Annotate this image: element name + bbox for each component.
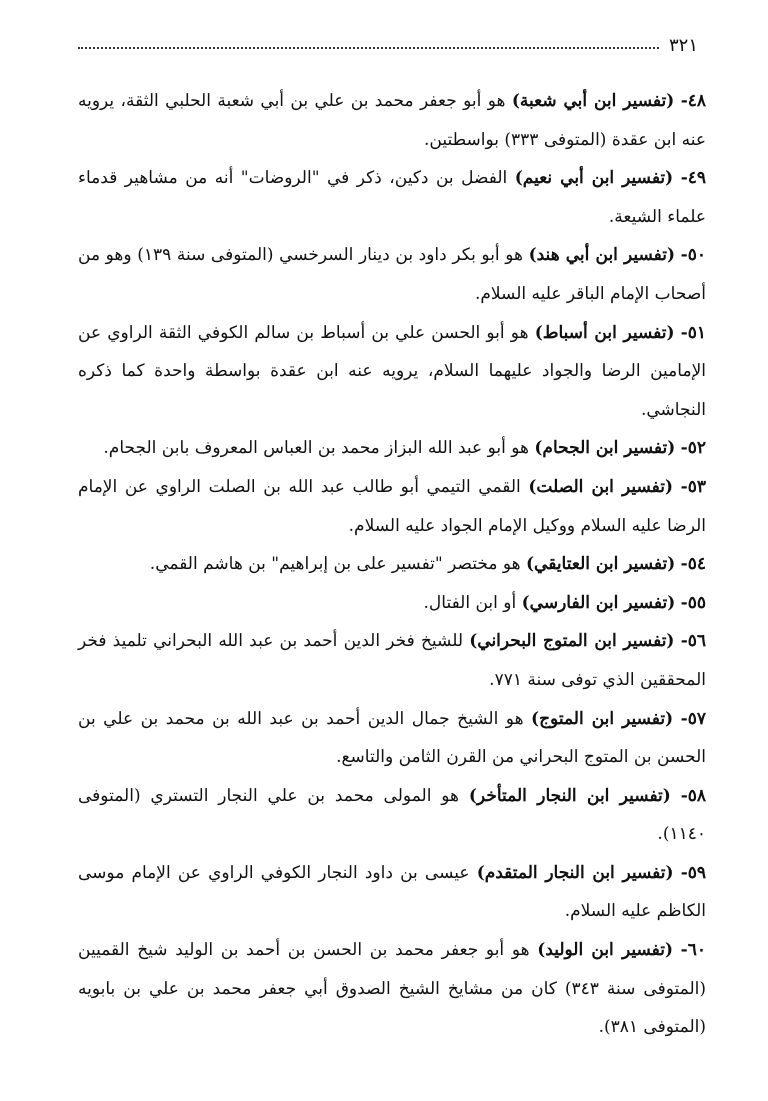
entry-text: هو مختصر "تفسير على بن إبراهيم" بن هاشم القمي.: [149, 554, 527, 575]
entry-text: هو أبو جعفر محمد بن علي بن أبي شعبة الحلبي الثقة، يرويه عنه ابن عقدة (المتوفى ٣٣٣) بواسطتين.: [78, 91, 706, 150]
entry-title: (تفسير ابن المتوج): [531, 708, 674, 729]
entry-number: ٤٩-: [680, 168, 707, 189]
entry-51: [78, 314, 706, 430]
entry-title: (تفسير ابن أسباط): [534, 322, 675, 343]
entry-text: أو ابن الفتال.: [423, 592, 522, 613]
entry-50: [78, 236, 706, 313]
entry-title: (تفسير ابن أبي هند): [528, 245, 676, 266]
entry-number: ٥٦-: [680, 631, 707, 652]
entry-number: ٥٢-: [680, 438, 706, 459]
entry-title: (تفسير ابن أبي نعيم): [514, 168, 674, 189]
entry-title: (تفسير ابن المتوج البحراني): [469, 631, 675, 652]
entry-53: [78, 468, 706, 545]
entry-title: (تفسير ابن الجحام): [534, 438, 676, 459]
entry-text: هو أبو الحسن علي بن أسباط بن سالم الكوفي الثقة الراوي عن الإمامين الرضا والجواد عليهما السلام، يرويه عنه ابن عقدة بواسطة واحدة كما ذكره النجاشي.: [78, 322, 706, 420]
entry-number: ٥٤-: [680, 554, 706, 575]
entry-title: (تفسير ابن العتايقي): [526, 554, 676, 575]
header-dotted-rule: [78, 47, 659, 49]
entry-49: [78, 159, 706, 236]
entry-title: (تفسير ابن أبي شعبة): [511, 91, 675, 111]
entry-54: [78, 545, 706, 584]
entry-text: هو أبو جعفر محمد بن الحسن بن أحمد بن الوليد شيخ القميين (المتوفى سنة ٣٤٣) كان من مشايخ الشيخ الصدوق أبي جعفر محمد بن علي بن بابويه (المتوفى ٣٨١).: [78, 940, 706, 1038]
entry-text: هو المولى محمد بن علي النجار التستري (المتوفى ١١٤٠).: [78, 785, 706, 845]
entry-text: هو الشيخ جمال الدين أحمد بن عبد الله بن محمد بن علي بن الحسن بن المتوج البحراني من القرن الثامن والتاسع.: [78, 708, 706, 768]
entry-text: هو أبو عبد الله البزاز محمد بن العباس المعروف بابن الجحام.: [103, 438, 535, 459]
entry-text: القمي التيمي أبو طالب عبد الله بن الصلت الراوي عن الإمام الرضا عليه السلام ووكيل الإمام الجواد عليه السلام.: [78, 476, 706, 536]
entry-52: [78, 429, 706, 468]
entry-text: عيسى بن داود النجار الكوفي الراوي عن الإمام موسى الكاظم عليه السلام.: [78, 862, 706, 922]
entry-59: [78, 854, 706, 931]
entry-number: ٥٨-: [680, 785, 707, 806]
entry-title: (تفسير ابن النجار المتقدم): [476, 862, 674, 883]
entry-number: ٥٩-: [680, 862, 707, 883]
entry-title: (تفسير ابن الوليد): [537, 940, 673, 961]
entry-number: ٥٥-: [680, 592, 706, 613]
entry-title: (تفسير ابن الفارسي): [521, 592, 676, 613]
entry-number: ٥٣-: [680, 476, 706, 497]
entry-title: (تفسير ابن الصلت): [528, 476, 674, 497]
entry-number: ٥١-: [680, 322, 706, 343]
entry-title: (تفسير ابن النجار المتأخر): [468, 785, 671, 806]
entry-55: [78, 584, 706, 623]
entry-48: [78, 82, 706, 159]
entry-number: ٥٧-: [680, 708, 706, 729]
entry-text: للشيخ فخر الدين أحمد بن عبد الله البحراني تلميذ فخر المحققين الذي توفى سنة ٧٧١.: [78, 631, 706, 690]
entry-text: هو أبو بكر داود بن دينار السرخسي (المتوفى سنة ١٣٩) وهو من أصحاب الإمام الباقر عليه السلام.: [78, 245, 706, 304]
entry-57: [78, 700, 706, 777]
entry-number: ٥٠-: [680, 245, 706, 266]
entry-56: [78, 622, 706, 699]
entry-text: الفضل بن دكين، ذكر في "الروضات" أنه من مشاهير قدماء علماء الشيعة.: [78, 168, 706, 227]
page-header: [78, 30, 698, 60]
entry-58: [78, 777, 706, 854]
page-number: ٣٢١: [668, 34, 698, 56]
entries-list: [78, 82, 706, 1047]
entry-number: ٦٠-: [680, 940, 706, 961]
entry-60: [78, 931, 706, 1047]
entry-number: ٤٨-: [680, 91, 707, 111]
